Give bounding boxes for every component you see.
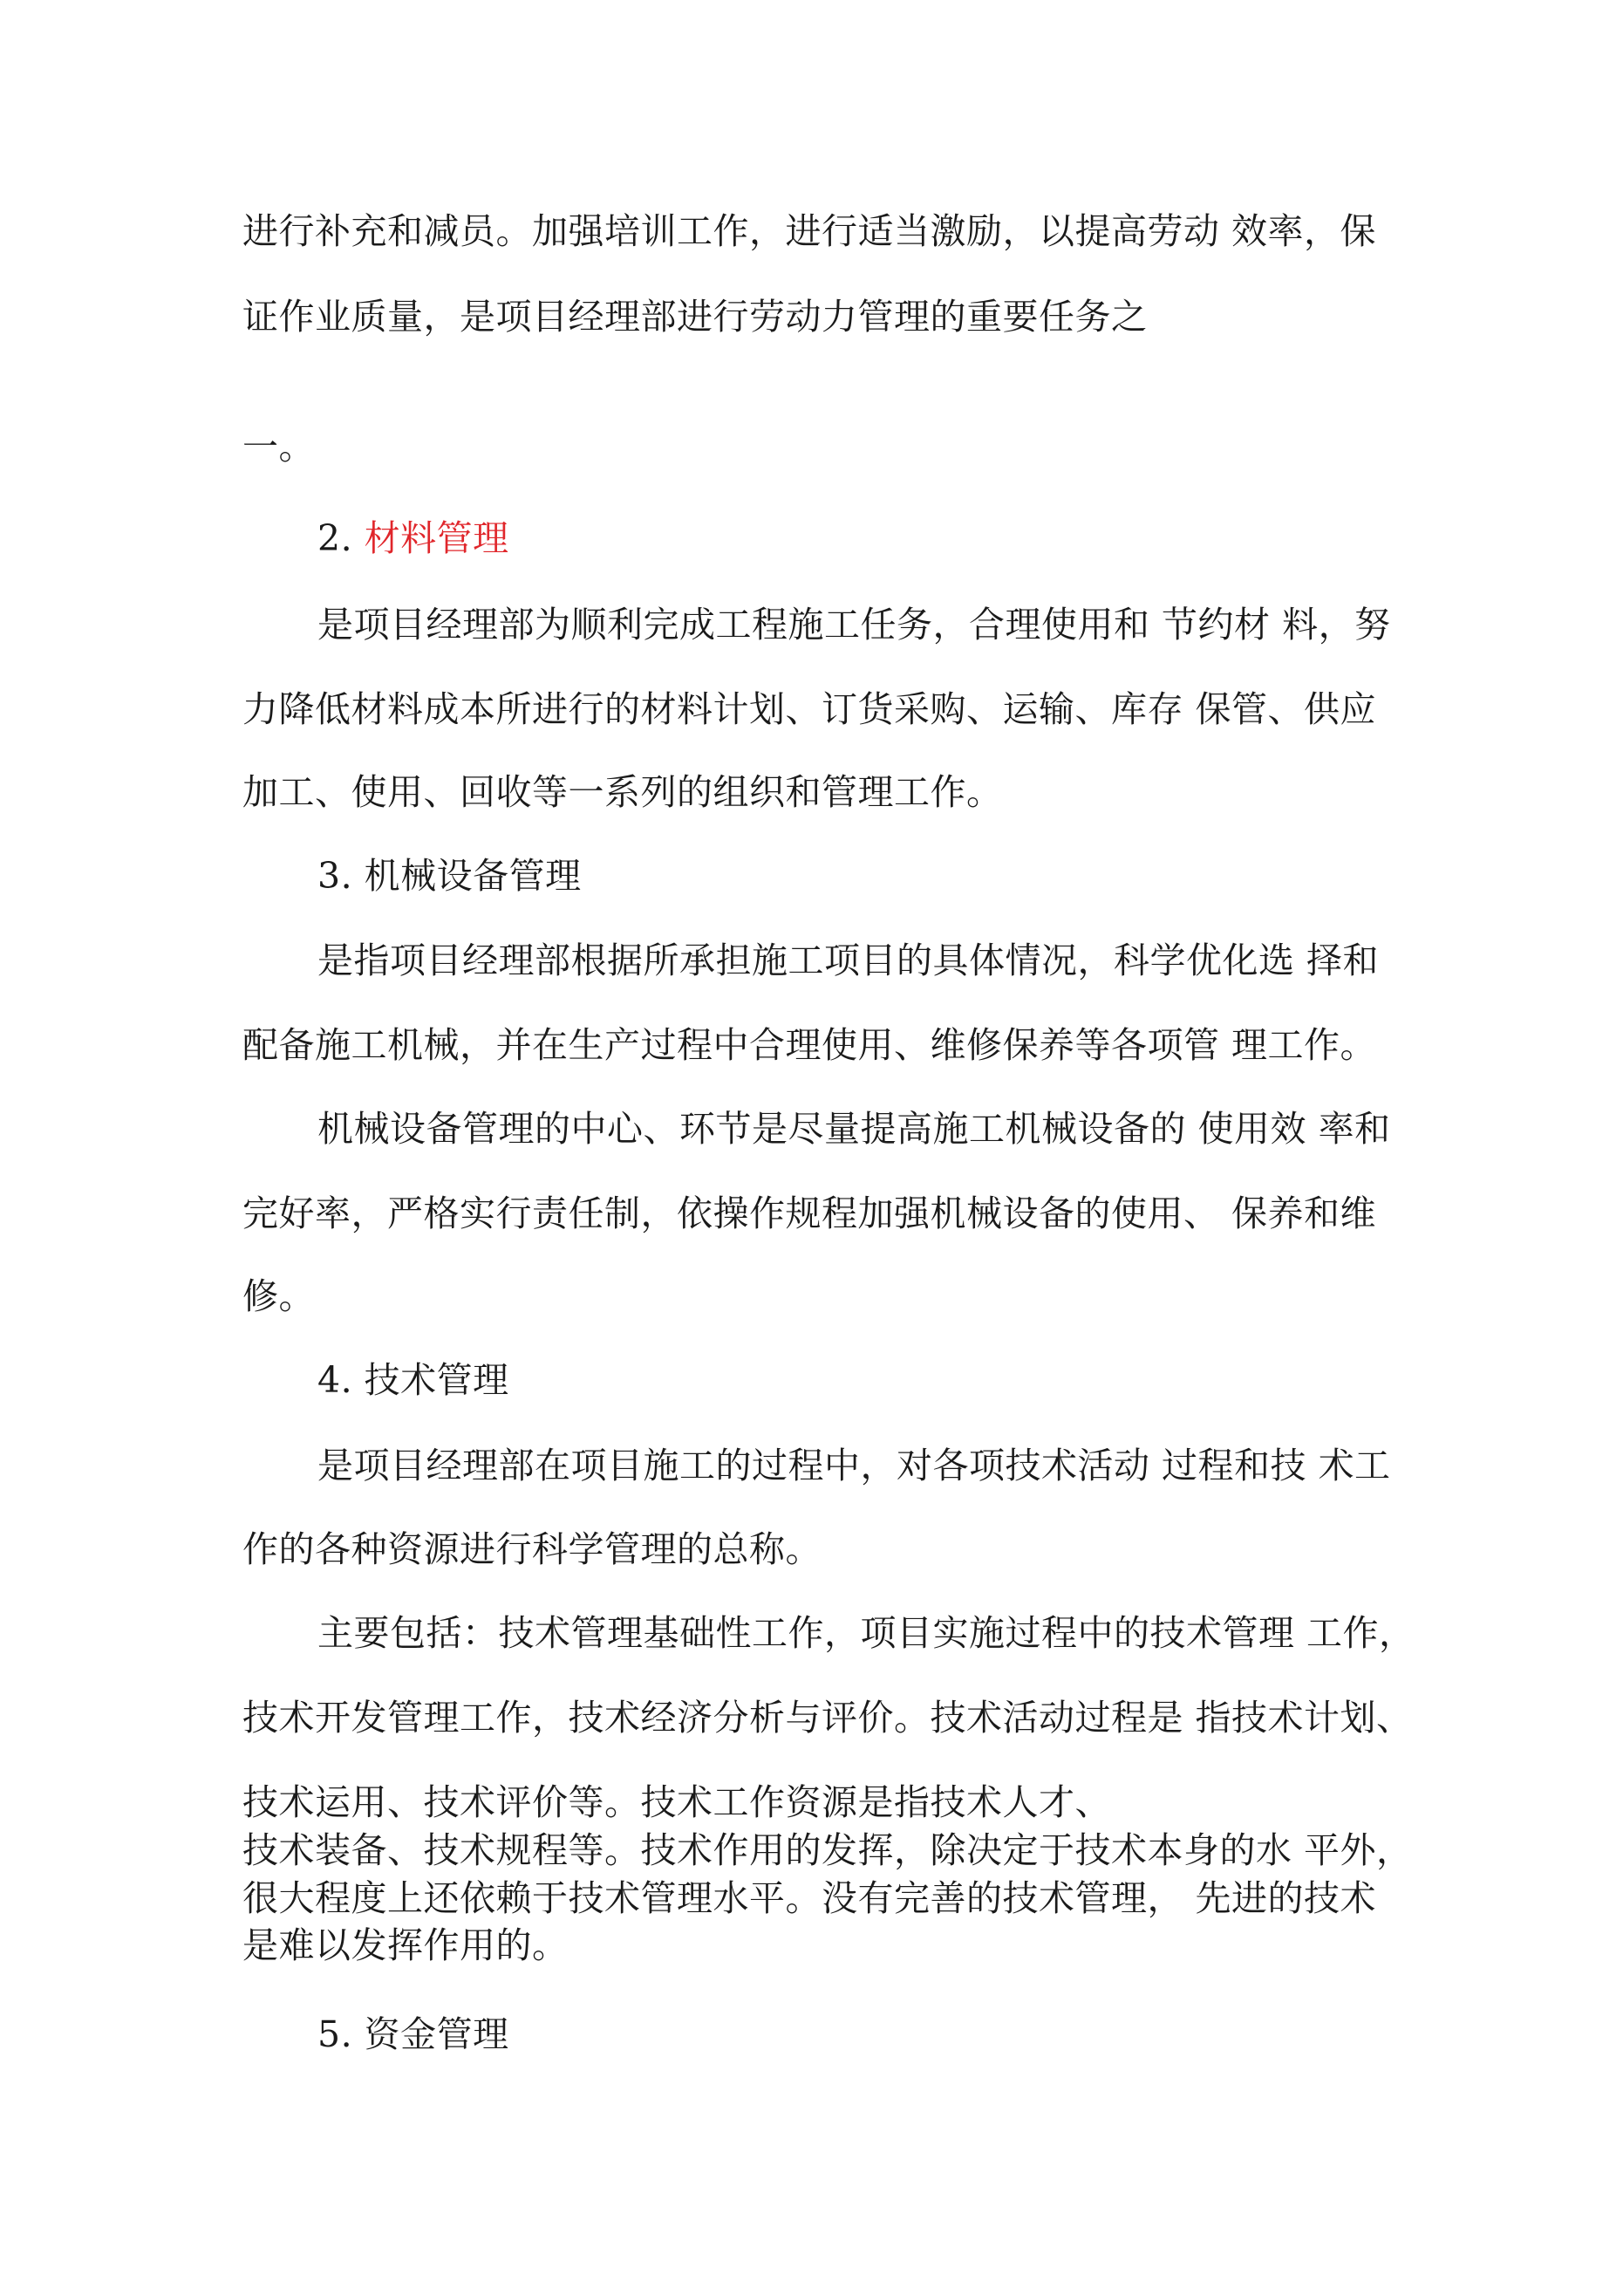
paragraph-line: 主要包括：技术管理基础性工作，项目实施过程中的技术管理 工作，	[317, 1612, 1415, 1654]
paragraph-line: 一。	[242, 426, 315, 468]
paragraph-line: 技术装备、技术规程等。技术作用的发挥，除决定于技术本身的水 平外，	[242, 1829, 1413, 1871]
paragraph-line: 进行补充和减员。加强培训工作，进行适当激励，以提高劳动 效率，保	[242, 210, 1377, 252]
paragraph-line: 完好率，严格实行责任制，依操作规程加强机械设备的使用、 保养和维	[242, 1192, 1377, 1234]
paragraph-line: 机械设备管理的中心、环节是尽量提高施工机械设备的 使用效 率和	[317, 1108, 1391, 1150]
paragraph-line: 作的各种资源进行科学管理的总称。	[242, 1528, 822, 1570]
section-heading-funds: 5. 资金管理	[317, 2013, 509, 2055]
section-title-highlighted: 材料管理	[364, 517, 509, 559]
paragraph-line: 加工、使用、回收等一系列的组织和管理工作。	[242, 771, 1003, 813]
paragraph-line: 是指项目经理部根据所承担施工项目的具体情况，科学优化选 择和	[317, 940, 1380, 981]
paragraph-line: 很大程度上还依赖于技术管理水平。没有完善的技术管理， 先进的技术	[242, 1877, 1377, 1919]
paragraph-line: 是项目经理部在项目施工的过程中，对各项技术活动 过程和技 术工	[317, 1445, 1391, 1486]
section-number: 2.	[317, 517, 365, 559]
paragraph-line: 是项目经理部为顺利完成工程施工任务，合理使用和 节约材 料，努	[317, 604, 1391, 646]
paragraph-line: 技术运用、技术评价等。技术工作资源是指技术人才、	[242, 1781, 1111, 1823]
section-heading-machinery: 3. 机械设备管理	[317, 855, 582, 897]
section-heading-technology: 4. 技术管理	[317, 1359, 509, 1401]
paragraph-line: 修。	[242, 1275, 315, 1317]
section-heading-materials	[317, 516, 509, 561]
paragraph-line: 配备施工机械，并在生产过程中合理使用、维修保养等各项管 理工作。	[242, 1024, 1377, 1066]
paragraph-line: 技术开发管理工作，技术经济分析与评价。技术活动过程是 指技术计划、	[242, 1697, 1413, 1739]
paragraph-line: 证作业质量，是项目经理部进行劳动力管理的重要任务之	[242, 296, 1148, 338]
paragraph-line: 是难以发挥作用的。	[242, 1924, 569, 1966]
paragraph-line: 力降低材料成本所进行的材料计划、订货采购、运输、库存 保管、供应	[242, 688, 1377, 730]
